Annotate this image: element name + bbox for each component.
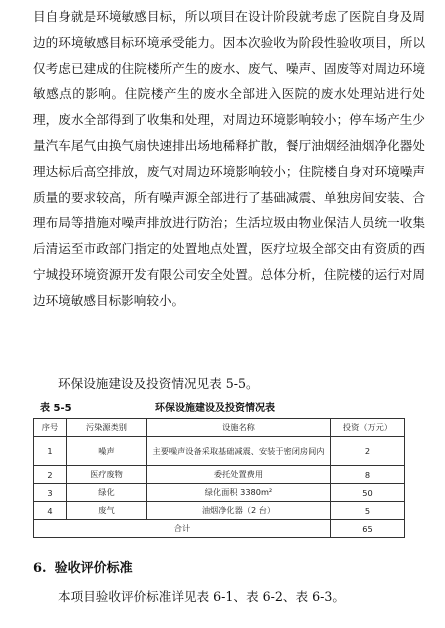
section-heading bbox=[33, 557, 133, 576]
cell-investment: 2 bbox=[331, 437, 405, 466]
cell-no: 3 bbox=[34, 484, 67, 502]
section-number: 6. bbox=[33, 561, 47, 576]
cell-investment: 50 bbox=[331, 484, 405, 502]
header-facility: 设施名称 bbox=[147, 419, 331, 437]
header-no: 序号 bbox=[34, 419, 67, 437]
cell-category: 绿化 bbox=[67, 484, 147, 502]
cell-no: 4 bbox=[34, 502, 67, 520]
cell-no: 1 bbox=[34, 437, 67, 466]
total-value: 65 bbox=[331, 520, 405, 538]
cell-category: 废气 bbox=[67, 502, 147, 520]
table-caption bbox=[40, 399, 400, 415]
header-category: 污染源类别 bbox=[67, 419, 147, 437]
table-caption-title: 环保设施建设及投资情况表 bbox=[155, 403, 275, 414]
table-row bbox=[34, 437, 405, 466]
total-label: 合计 bbox=[34, 520, 331, 538]
cell-facility: 绿化面积 3380m² bbox=[147, 484, 331, 502]
table-row bbox=[34, 484, 405, 502]
table-header-row bbox=[34, 419, 405, 437]
header-investment: 投资（万元） bbox=[331, 419, 405, 437]
cell-facility: 主要噪声设备采取基础减震、安装于密闭房间内 bbox=[147, 437, 331, 466]
table-row bbox=[34, 502, 405, 520]
cell-investment: 5 bbox=[331, 502, 405, 520]
table-total-row bbox=[34, 520, 405, 538]
section-body-text: 本项目验收评价标准详见表 6-1、表 6-2、表 6-3。 bbox=[58, 589, 345, 604]
cell-facility: 委托处置费用 bbox=[147, 466, 331, 484]
investment-table bbox=[33, 418, 405, 538]
cell-facility: 油烟净化器（2 台） bbox=[147, 502, 331, 520]
cell-investment: 8 bbox=[331, 466, 405, 484]
section-title: 验收评价标准 bbox=[54, 561, 133, 576]
body-paragraph: 目自身就是环境敏感目标，所以项目在设计阶段就考虑了医院自身及周边的环境敏感目标环境承受能力。因本次验收为阶段性验收项目，所以仅考虑已建成的住院楼所产生的废水、废气、噪声、固废等对周边环境敏感点的影响。住院楼产生的废水全部进入医院的废水处理站进行处理，废水全部得到了收集和处理，对周边环境影响较小；停车场产生少量汽车尾气由换气扇快速排出场地稀释扩散，餐厅油烟经油烟净化器处理达标后高空排放，废气对周边环境影响较小；住院楼自身对环境噪声质量的要求较高，所有噪声源全部进行了基础减震、单独房间安装、合理布局等措施对噪声排放进行防治；生活垃圾由物业保洁人员统一收集后清运至市政部门指定的处置地点处置，医疗垃圾全部交由有资质的西宁城投环境资源开发有限公司安全处置。总体分析，住院楼的运行对周边环境敏感目标影响较小。 bbox=[33, 9, 425, 308]
table-caption-id: 表 5-5 bbox=[40, 403, 72, 414]
cell-no: 2 bbox=[34, 466, 67, 484]
cell-category: 噪声 bbox=[67, 437, 147, 466]
cell-category: 医疗废物 bbox=[67, 466, 147, 484]
table-intro-text: 环保设施建设及投资情况见表 5-5。 bbox=[58, 376, 259, 391]
table-row bbox=[34, 466, 405, 484]
